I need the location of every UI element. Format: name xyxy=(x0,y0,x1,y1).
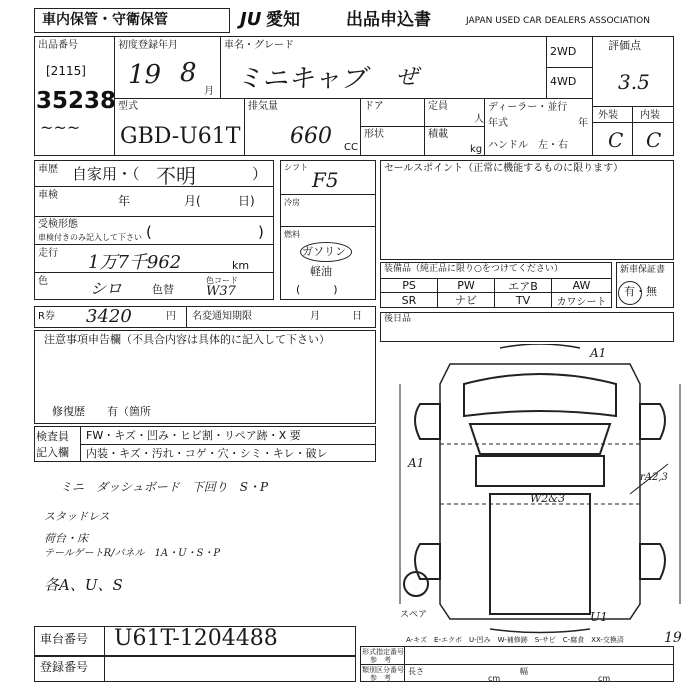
length-label: 長さ xyxy=(408,667,424,676)
length-unit: cm xyxy=(488,674,501,683)
dealer-year-unit: 年 xyxy=(578,118,588,129)
inspection-month: 月( xyxy=(184,194,201,208)
capacity-unit: 人 xyxy=(474,114,484,125)
equip-navi: ナビ xyxy=(437,292,495,308)
fuel-gas: ガソリン xyxy=(302,245,346,258)
inspection-year: 年 xyxy=(118,194,131,208)
damage-legend: A-キズ E-エクボ U-凹み W-補修跡 S-サビ C-腐食 XX-交換済 xyxy=(406,636,624,644)
width-label: 幅 xyxy=(520,667,528,676)
width-unit: cm xyxy=(598,674,611,683)
displacement-label: 排気量 xyxy=(248,101,278,112)
history-value: 不明 xyxy=(156,164,196,188)
class-label: 類別区分番号 xyxy=(362,666,404,674)
equip-sr: SR xyxy=(380,292,438,308)
ju-logo: JU xyxy=(240,9,262,30)
accept-label: 受検形態 xyxy=(38,219,78,230)
interior-label: 内装 xyxy=(640,110,660,121)
warranty-circle xyxy=(618,281,642,305)
sales-point-box xyxy=(380,160,674,260)
interior-grade: C xyxy=(646,128,662,152)
note-line-5: 各A、U、S xyxy=(44,576,123,594)
class-ref: 参 考 xyxy=(370,674,391,682)
note-line-4: テールゲートR/パネル 1A・U・S・P xyxy=(44,548,221,559)
model-label: 型式 xyxy=(118,101,138,112)
name-change-month: 月 xyxy=(310,311,320,322)
fuel-other: ( ) xyxy=(296,283,338,296)
door-label: ドア xyxy=(364,101,384,112)
spare-label: スペア xyxy=(400,610,428,620)
dealer-year-label: 年式 xyxy=(488,118,508,129)
form-spec-ref: 参 考 xyxy=(370,656,391,664)
model-value: GBD-U61T xyxy=(120,124,241,149)
warranty-label: 新車保証書 xyxy=(620,265,666,275)
equip-ps: PS xyxy=(380,278,438,293)
exterior-label: 外装 xyxy=(598,110,618,121)
dealer-label: ディーラー・並行 xyxy=(488,102,568,113)
damage-a1-top: A1 xyxy=(590,346,607,360)
equip-leather: カワシート xyxy=(551,292,612,308)
equip-airbag: エアB xyxy=(494,278,552,293)
color-label: 色 xyxy=(38,276,48,287)
sales-point-label: セールスポイント（正常に機能するものに限ります） xyxy=(384,163,624,174)
equipment-label: 装備品（純正品に限り○をつけてください） xyxy=(384,264,563,274)
fuel-diesel: 軽油 xyxy=(310,265,332,278)
history-label: 車歴 xyxy=(38,164,58,175)
chassis-number: U61T-1204488 xyxy=(114,626,278,651)
color-code-label: 色コード xyxy=(206,276,238,285)
exterior-grade: C xyxy=(608,128,624,152)
recycle-label: R券 xyxy=(38,311,55,322)
equip-tv: TV xyxy=(494,292,552,308)
fuel-label: 燃料 xyxy=(284,230,300,239)
recycle-unit: 円 xyxy=(166,311,176,322)
shape-label: 形状 xyxy=(364,129,384,140)
back-order-label: 後日品 xyxy=(384,314,412,324)
registration-month-unit: 月 xyxy=(204,86,214,97)
shift-label: シフト xyxy=(284,163,308,172)
org-name: 愛知 xyxy=(266,10,300,30)
registration-label: 初度登録年月 xyxy=(118,40,178,51)
mileage-unit: km xyxy=(232,259,250,272)
mileage-label: 走行 xyxy=(38,248,58,259)
drive-4wd: 4WD xyxy=(550,75,577,88)
registration-month: 8 xyxy=(180,58,197,88)
dealer-handle: ハンドル 左・右 xyxy=(488,140,568,151)
inspector-label-1: 検査員 xyxy=(36,430,69,443)
drive-2wd: 2WD xyxy=(550,45,577,58)
mileage-value: 1万7千962 xyxy=(88,252,182,273)
corner-mark: 19 xyxy=(664,630,682,646)
reg-number-label: 登録番号 xyxy=(40,660,89,674)
damage-right: rA2,3 xyxy=(640,472,668,483)
capacity-label: 定員 xyxy=(428,101,448,112)
rating-label: 評価点 xyxy=(608,39,641,52)
repair-history: 修復歴 有（箇所 xyxy=(52,405,151,418)
entry-number-label: 出品番号 xyxy=(38,40,78,51)
note-line-1: ミニ ダッシュボード 下回り S・P xyxy=(60,480,269,494)
car-name-label: 車名・グレード xyxy=(224,40,294,51)
recycle-value: 3420 xyxy=(86,306,132,327)
history-prefix: 自家用・（ xyxy=(72,165,140,183)
car-name-value: ミニキャブ xyxy=(236,64,367,94)
equip-aw: AW xyxy=(551,278,612,293)
cooling-label: 冷房 xyxy=(284,198,300,207)
form-spec-label: 形式指定番号 xyxy=(362,648,404,656)
accept-note: 車検付きのみ記入して下さい xyxy=(38,233,142,242)
storage-label: 車内保管・守衛保管 xyxy=(42,12,168,28)
equip-pw: PW xyxy=(437,278,495,293)
registration-year: 19 xyxy=(128,60,162,90)
note-line-2: スタッドレス xyxy=(44,510,110,523)
back-order-box xyxy=(380,312,674,342)
inspector-line-2: 内装・キズ・汚れ・コゲ・穴・シミ・キレ・破レ xyxy=(86,447,328,460)
association-name: JAPAN USED CAR DEALERS ASSOCIATION xyxy=(466,16,650,26)
history-block xyxy=(34,160,274,300)
notes-label: 注意事項申告欄（不具合内容は具体的に記入して下さい） xyxy=(44,333,330,346)
inspector-label-2: 記入欄 xyxy=(36,446,69,459)
note-line-3: 荷台・床 xyxy=(44,532,88,545)
inspection-day: 日) xyxy=(238,194,255,208)
damage-w243: W2&3 xyxy=(530,492,566,505)
shift-value: F5 xyxy=(312,168,339,192)
warranty-value: 有・無 xyxy=(624,285,657,298)
accept-paren-open: ( xyxy=(146,223,152,241)
displacement-value: 660 xyxy=(290,124,332,149)
form-title: 出品申込書 xyxy=(346,10,431,30)
load-label: 積載 xyxy=(428,129,448,140)
color-code: W37 xyxy=(206,284,236,299)
entry-scribble: ~~~ xyxy=(40,118,81,137)
chassis-label: 車台番号 xyxy=(40,632,89,646)
fuel-gas-circle xyxy=(300,242,352,262)
entry-number: 35238 xyxy=(36,88,117,114)
displacement-unit: CC xyxy=(344,142,358,153)
damage-u1: U1 xyxy=(590,610,608,624)
inspector-line-1: FW・キズ・凹み・ヒビ割・リペア跡・X 要 xyxy=(86,429,301,442)
color-value: シロ xyxy=(90,279,123,298)
damage-a1-left: A1 xyxy=(408,456,425,470)
rating-value: 3.5 xyxy=(618,70,650,94)
accept-paren-close: ) xyxy=(258,223,264,241)
history-suffix: ） xyxy=(252,165,268,183)
name-change-day: 日 xyxy=(352,311,362,322)
car-grade-mark: ぜ xyxy=(396,65,419,90)
name-change-label: 名変通知期限 xyxy=(192,311,252,322)
inspection-label: 車検 xyxy=(38,190,58,201)
load-unit: kg xyxy=(470,144,483,155)
color-change-label: 色替 xyxy=(152,283,174,296)
entry-sub-number: [2115] xyxy=(46,64,86,78)
car-damage-diagram xyxy=(380,344,700,634)
